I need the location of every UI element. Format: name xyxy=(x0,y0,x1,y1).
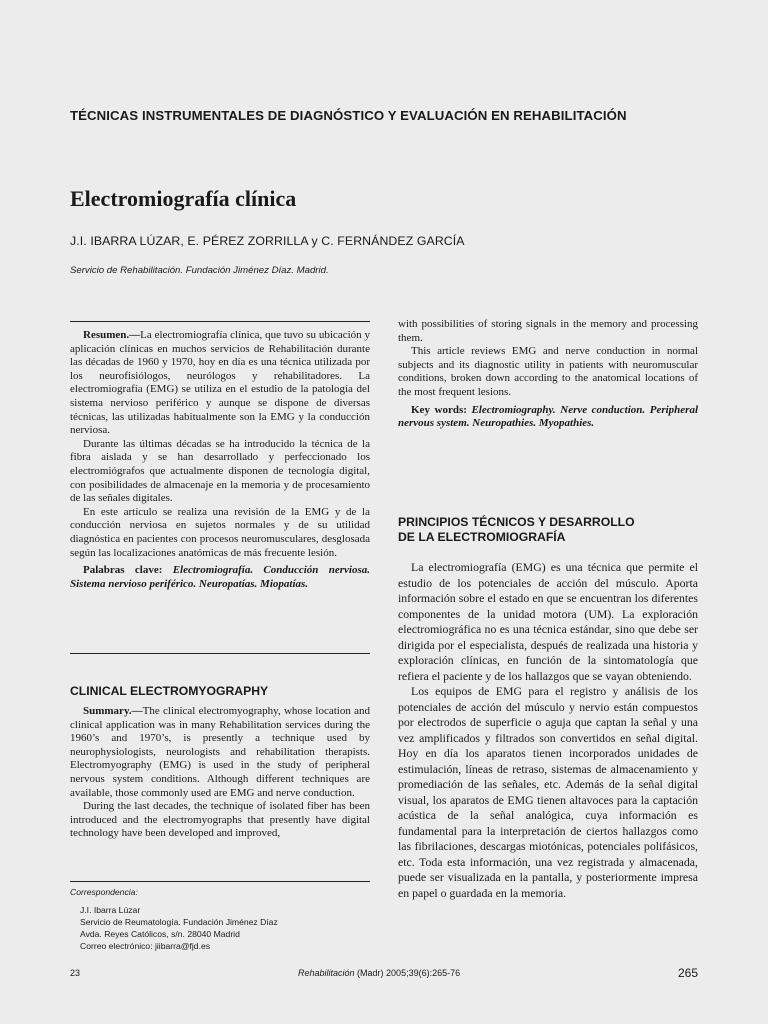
summary-keywords: Key words: Electromiography. Nerve conduction. Peripheral nervous system. Neuropathies. Myopathies. xyxy=(398,403,698,430)
resumen-p1: Resumen.—La electromiografía clínica, que tuvo su ubicación y aplicación clínicas en muchos servicios de Rehabilitación durante las décadas de 1960 y 1970, hoy en día es una técnica utilizada por los neurofisiólogos, neurólogos y rehabilitadores. La electromiografía (EMG) se utiliza en el estudio de la patología del sistema nervioso periférico y aunque se dispone de diversas técnicas, las utilizadas habitualmente son la EMG y la conducción nerviosa. xyxy=(70,329,370,437)
resumen-p2: Durante las últimas décadas se ha introducido la técnica de la fibra aislada y se han desarrollado y perfeccionado los electromiógrafos que actualmente disponen de tecnología digital, con posibilidades de almacenaje en la memoria y de procesamiento de las señales digitales. xyxy=(70,437,370,505)
footnote-rule xyxy=(70,881,370,882)
authors: J.I. IBARRA LÚZAR, E. PÉREZ ZORRILLA y C. FERNÁNDEZ GARCÍA xyxy=(70,234,465,248)
footer-left-number: 23 xyxy=(70,968,81,978)
article-title: Electromiografía clínica xyxy=(70,186,297,211)
correspondence-block xyxy=(70,886,370,952)
summary-block xyxy=(70,705,370,841)
affiliation: Servicio de Rehabilitación. Fundación Jiménez Díaz. Madrid. xyxy=(70,265,329,276)
abstract-top-rule xyxy=(70,321,370,322)
footer-citation: Rehabilitación (Madr) 2005;39(6):265-76 xyxy=(298,968,461,978)
principios-p2: Los equipos de EMG para el registro y análisis de los potenciales de acción del músculo y nervio están compuestos por electrodos de superficie o aguja que captan la señal y una vez amplificados y filtrados son convertidos en señal digital. Hoy en día los aparatos tienen incorporados unidades de estimulación, líneas de retraso, sistemas de almacenamiento y promediación de las señales, etc. Además de la señal digital visual, los aparatos de EMG tienen altavoces para la captación acústica de la señal analógica, cuya información es fundamental para la interpretación de ciertos hallazgos como las fibrilaciones, descargas miotónicas, potenciales polifásicos, etc. Toda esta información, una vez registrada y almacenada, puede ser visualizada en la pantalla, y posteriormente impresa en papel o guardada en la memoria. xyxy=(398,684,698,900)
correspondence-line: Servicio de Reumatología. Fundación Jiménez Díaz xyxy=(80,917,278,927)
correspondence-line: J.I. Ibarra Lúzar xyxy=(80,905,141,915)
summary-p2: During the last decades, the technique of isolated fiber has been introduced and the electromyographs that presently have digital technology have been developed and improved, xyxy=(70,800,370,840)
resumen-lead: Resumen.— xyxy=(83,329,141,341)
resumen-p3: En este artículo se realiza una revisión de la EMG y de la conducción nerviosa en sujetos normales y de su utilidad diagnóstica en pacientes con procesos neuromusculares, desglosada según las localizaciones anatómicas de más frecuente lesión. xyxy=(70,505,370,559)
resumen-keywords: Palabras clave: Electromiografía. Conducción nerviosa. Sistema nervioso periférico. Neuropatías. Miopatías. xyxy=(70,564,371,590)
principios-p1: La electromiografía (EMG) es una técnica que permite el estudio de los potenciales de acción del músculo. Aporta información sobre el estado en que se encuentran los diferentes componentes de la unidad motora (UM). La exploración electromiográfica no es una técnica estándar, sino que debe ser dirigida por el especialista, después de realizada una historia y exploración clínicas, en función de la sintomatología que refiera el paciente y de los hallazgos que se vayan obteniendo. xyxy=(398,560,698,683)
principios-heading: PRINCIPIOS TÉCNICOS Y DESARROLLO DE LA ELECTROMIOGRAFÍA xyxy=(398,515,635,544)
summary-p1: Summary.—The clinical electromyography, whose location and clinical application was in many Rehabilitation services during the 1960’s and 1970’s, is presently a technique used by neurophysiologists, neurologists and rehabilitation therapists. Electromyography (EMG) is used in the study of peripheral nervous system conditions. Although different techniques are available, those commonly used are EMG and nerve conduction. xyxy=(70,705,370,799)
summary-p2-continued: with possibilities of storing signals in the memory and processing them. xyxy=(398,318,698,344)
resumen-block xyxy=(70,329,370,591)
correspondence-label: Correspondencia: xyxy=(70,887,138,897)
summary-lead: Summary.— xyxy=(83,705,143,717)
section-heading: TÉCNICAS INSTRUMENTALES DE DIAGNÓSTICO Y EVALUACIÓN EN REHABILITACIÓN xyxy=(70,108,627,123)
summary-continued-block xyxy=(398,318,698,431)
summary-p3: This article reviews EMG and nerve conduction in normal subjects and its diagnostic utility in patients with neuromuscular conditions, broken down according to the anatomical locations of the most frequent lesions. xyxy=(398,345,698,398)
correspondence-line: Avda. Reyes Católicos, s/n. 28040 Madrid xyxy=(80,929,240,939)
page-number: 265 xyxy=(677,966,698,980)
abstract-mid-rule xyxy=(70,653,370,654)
english-heading: CLINICAL ELECTROMYOGRAPHY xyxy=(70,684,269,698)
correspondence-line: Correo electrónico: jiibarra@fjd.es xyxy=(80,941,211,951)
principios-block xyxy=(398,560,698,901)
